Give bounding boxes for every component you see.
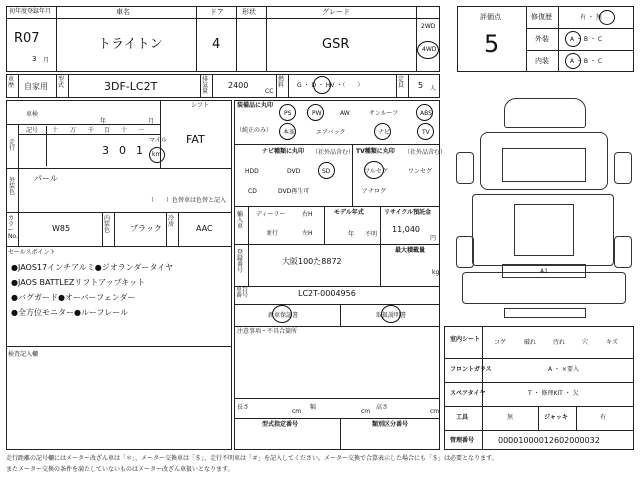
sales-point-label: セールスポイント bbox=[8, 249, 56, 256]
mileage-digit-4: 0 bbox=[119, 144, 126, 157]
spec-row bbox=[6, 74, 440, 98]
tv-label: TV種類に丸印 bbox=[356, 148, 395, 155]
max-load-label: 最大積載量 bbox=[395, 247, 426, 254]
spare-label: スペアタイヤ bbox=[450, 390, 486, 397]
equip-aw: AW bbox=[340, 110, 350, 117]
equip-pw: PW bbox=[312, 110, 322, 117]
repair-options: 有 ・ 無 bbox=[580, 14, 602, 21]
month-unit: 月 bbox=[43, 57, 50, 64]
equip-abs-circle bbox=[416, 104, 433, 121]
equip-tv: TV bbox=[422, 129, 430, 136]
navi-hdd: HDD bbox=[245, 168, 259, 175]
reg-year: R07 bbox=[14, 31, 40, 46]
navi-cd: CD bbox=[248, 188, 257, 195]
seat-label: 室内シート bbox=[450, 336, 481, 343]
mileage-unit-4: 百 bbox=[104, 127, 111, 134]
reg-no-label: 登録番号 bbox=[237, 249, 244, 274]
door-value: 4 bbox=[212, 37, 221, 52]
import-parallel: 並行 bbox=[266, 230, 279, 237]
exterior-a-circle bbox=[565, 31, 581, 47]
sales-point-4: ●全方位モニター●ルーフレール bbox=[11, 308, 129, 317]
jack-value: 有 bbox=[600, 414, 607, 421]
equip-abs: ABS bbox=[420, 110, 432, 117]
equip-airbag: エアバック bbox=[316, 129, 346, 136]
fuel-diesel-circle bbox=[313, 76, 331, 94]
import-left: 左H bbox=[302, 230, 313, 237]
disp-value: 2400 bbox=[228, 81, 249, 90]
import-right: 右H bbox=[302, 211, 313, 218]
equip-ps-circle bbox=[279, 104, 296, 121]
model-year-unknown: 不明 bbox=[365, 231, 378, 238]
navi-dvd: DVD bbox=[287, 168, 301, 175]
equipment-label: 装備品に丸印 bbox=[237, 102, 274, 109]
class-label: 類別区分番号 bbox=[372, 421, 409, 428]
disp-unit: CC bbox=[265, 88, 274, 95]
doc-new-warranty-circle bbox=[272, 305, 292, 323]
ext-color-value: パール bbox=[34, 174, 58, 183]
reg-no-value: 大阪100た8872 bbox=[282, 257, 342, 266]
interior-label: 内装 bbox=[535, 57, 549, 65]
interior-color-label: 内装色 bbox=[104, 215, 111, 234]
navi-dvd-play: DVD再生可 bbox=[278, 188, 310, 195]
dim-height: 高さ bbox=[376, 404, 389, 411]
mileage-digit-5: 1 bbox=[136, 144, 143, 157]
disp-label: 排気量 bbox=[202, 76, 209, 95]
model-year-label: モデル年式 bbox=[334, 209, 364, 216]
exterior-label: 外装 bbox=[535, 35, 549, 43]
seat-opt-5: キズ bbox=[606, 339, 618, 346]
mileage-unit-2: 万 bbox=[70, 127, 77, 134]
mgmt-label: 管理番号 bbox=[450, 437, 475, 444]
dim-length-cm: cm bbox=[292, 408, 302, 415]
reg-year-label: 初年度登録年月 bbox=[9, 8, 52, 15]
capacity-unit: 人 bbox=[430, 85, 437, 92]
sales-point-2: ●JAOS BATTLEZリフトアップキット bbox=[11, 278, 146, 287]
mileage-unit-5: 十 bbox=[121, 127, 128, 134]
tv-oneseg: ワンセグ bbox=[408, 168, 433, 175]
tv-analog: アナログ bbox=[362, 188, 387, 195]
ext-color-note: （ ）色替車は色替と記入 bbox=[148, 197, 227, 204]
recycle-label: リサイクル預託金 bbox=[384, 209, 432, 216]
shift-label: シフト bbox=[191, 102, 210, 109]
jack-label: ジャッキ bbox=[544, 414, 568, 421]
equip-navi-circle bbox=[374, 123, 391, 140]
score-label: 評価点 bbox=[480, 13, 501, 21]
type-label: 型式指定番号 bbox=[262, 421, 299, 428]
ext-color-label: 外装色 bbox=[9, 177, 16, 196]
navi-sd-circle bbox=[318, 162, 335, 179]
color-code-label: カラーNo. bbox=[8, 215, 18, 240]
doc-manual: 取扱説明書 bbox=[376, 312, 407, 319]
tv-sub: （社外品含む） bbox=[404, 149, 447, 156]
interior-a-circle bbox=[565, 53, 581, 69]
shift-value: FAT bbox=[186, 133, 205, 146]
ac-label: 冷房 bbox=[168, 215, 175, 228]
import-label: 輸入車 bbox=[237, 211, 244, 230]
shape-label: 形状 bbox=[242, 8, 256, 16]
use-label: 車歴 bbox=[8, 76, 15, 89]
tool-label: 工具 bbox=[456, 414, 469, 421]
mileage-km: km bbox=[152, 151, 162, 158]
interior-options: A ・ B ・ C bbox=[570, 58, 603, 65]
door-label: ドア bbox=[210, 8, 224, 16]
footer-line-2: またメーター交換の条件を満たしていないものはメーター改ざん車扱いとなります。 bbox=[6, 466, 234, 473]
tv-fullseg-circle bbox=[364, 161, 384, 179]
tv-fullseg: フルセグ bbox=[364, 168, 388, 175]
recycle-yen: 円 bbox=[430, 235, 437, 242]
model-value: 3DF-LC2T bbox=[104, 80, 158, 93]
navi-sd: SD bbox=[322, 168, 331, 175]
mileage-digit-3: 3 bbox=[102, 144, 109, 157]
score-value: 5 bbox=[484, 30, 500, 58]
doc-manual-circle bbox=[381, 305, 401, 323]
seat-opt-4: 穴 bbox=[582, 339, 589, 346]
doc-new-warranty: 新車保証書 bbox=[268, 312, 299, 319]
equip-tv-circle bbox=[417, 123, 434, 140]
chassis-label: 車台番号 bbox=[236, 286, 249, 299]
grade-value: GSR bbox=[322, 37, 350, 52]
model-year-year: 年 bbox=[348, 231, 355, 238]
inspection-month: 月 bbox=[148, 118, 155, 125]
drive-4wd-circle bbox=[417, 41, 439, 59]
equipment-sub: （純正のみ） bbox=[236, 127, 273, 134]
dim-height-cm: cm bbox=[430, 408, 440, 415]
caution-label: 注意事項・不具合箇所 bbox=[237, 328, 298, 335]
seat-opt-2: 破れ bbox=[524, 339, 537, 346]
color-code-value: W85 bbox=[52, 224, 71, 233]
mileage-unit-3: 千 bbox=[88, 127, 95, 134]
spare-value: T ・ 修理KIT ・ 欠 bbox=[528, 390, 579, 397]
mileage-unit-1: 十 bbox=[52, 127, 59, 134]
grade-label: グレード bbox=[322, 8, 350, 16]
diagram-a1-label: A1 bbox=[540, 268, 548, 275]
footer-line-1: 走行距離の記号欄にはメーター改ざん車は「＊」、メーター交換車は「＄」、走行不明車は「＃」を記入してください。メーター交換で合算表示した場合にも「＄」は必要となります。 bbox=[6, 455, 498, 462]
repair-label: 修復歴 bbox=[531, 13, 552, 21]
mileage-mile: マイル bbox=[149, 137, 167, 144]
navi-label: ナビ種類に丸印 bbox=[262, 148, 305, 155]
drive-4wd: 4WD bbox=[422, 46, 437, 53]
fuel-options: G ・ D ・ HV ・（ ） bbox=[297, 82, 364, 89]
max-load-kg: kg bbox=[432, 269, 440, 276]
mileage-unit-6: 一 bbox=[138, 127, 145, 134]
inspector-label: 検査記入欄 bbox=[8, 351, 39, 358]
inspection-label: 車検 bbox=[26, 111, 39, 118]
mileage-unit-0: 記号 bbox=[26, 127, 39, 134]
inspection-year: 年 bbox=[100, 118, 107, 125]
dim-width-cm: cm bbox=[361, 408, 371, 415]
car-name: トライトン bbox=[98, 37, 163, 52]
recycle-value: 11,040 bbox=[392, 225, 420, 234]
equip-pw-circle bbox=[307, 104, 324, 121]
glass-value: A ・ ×要入 bbox=[548, 366, 579, 373]
sales-point-3: ●バグガード●オーバーフェンダー bbox=[11, 293, 136, 302]
reg-month: 3 bbox=[32, 55, 37, 63]
sales-point-1: ●JAOS17インチアルミ●ジオランダータイヤ bbox=[11, 263, 174, 272]
glass-label: フロントガラス bbox=[450, 366, 492, 373]
capacity-value: 5 bbox=[418, 81, 424, 90]
equip-leather: 本革 bbox=[283, 129, 296, 136]
equip-sunroof: サンルーフ bbox=[369, 110, 399, 117]
car-name-label: 車名 bbox=[116, 8, 130, 16]
mileage-label: 走行 bbox=[9, 139, 16, 152]
capacity-label: 定員 bbox=[398, 76, 405, 89]
dim-width: 幅 bbox=[310, 404, 317, 411]
equip-ps: PS bbox=[284, 110, 292, 117]
repair-none-circle bbox=[599, 10, 615, 25]
drive-2wd: 2WD bbox=[421, 23, 436, 30]
fuel-label: 燃料 bbox=[278, 76, 285, 89]
model-label: 型式 bbox=[58, 76, 65, 89]
interior-color-value: ブラック bbox=[130, 224, 162, 233]
import-dealer: ディーラー bbox=[256, 211, 286, 218]
equip-navi: ナビ bbox=[378, 129, 391, 136]
dim-length: 長さ bbox=[237, 404, 250, 411]
navi-sub: （社外品含む） bbox=[312, 149, 355, 156]
km-circle bbox=[149, 147, 165, 163]
mgmt-value: 00001000012602000032 bbox=[498, 436, 600, 445]
use-value: 自家用 bbox=[24, 82, 48, 91]
chassis-value: LC2T-0004956 bbox=[298, 289, 356, 298]
ac-value: AAC bbox=[196, 224, 213, 233]
vehicle-diagram bbox=[452, 96, 636, 322]
exterior-options: A ・ B ・ C bbox=[570, 36, 603, 43]
seat-opt-1: コゲ bbox=[494, 339, 507, 346]
tool-value: 無 bbox=[507, 414, 514, 421]
equip-leather-circle bbox=[279, 123, 296, 140]
seat-opt-3: 汚れ bbox=[553, 339, 566, 346]
